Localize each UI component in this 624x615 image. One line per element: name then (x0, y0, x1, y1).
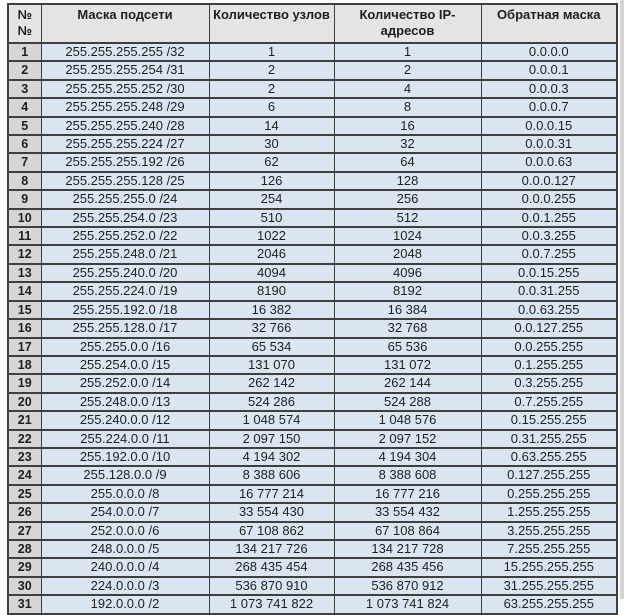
host-count-cell: 254 (209, 190, 334, 208)
subnet-mask-cell: 255.0.0.0 /8 (41, 485, 209, 503)
column-header-subnet-mask: Маска подсети (41, 4, 209, 43)
subnet-mask-cell: 255.255.192.0 /18 (41, 301, 209, 319)
host-count-cell: 33 554 430 (209, 503, 334, 521)
ip-count-cell: 268 435 456 (334, 558, 481, 576)
ip-count-cell: 64 (334, 153, 481, 171)
host-count-cell: 262 142 (209, 374, 334, 392)
row-number-cell: 16 (8, 319, 41, 337)
ip-count-cell: 1 (334, 43, 481, 61)
subnet-mask-cell: 255.240.0.0 /12 (41, 411, 209, 429)
table-row (8, 374, 617, 392)
table-row (8, 430, 617, 448)
wildcard-mask-cell: 0.0.31.255 (481, 282, 617, 300)
wildcard-mask-cell: 0.15.255.255 (481, 411, 617, 429)
row-number-cell: 4 (8, 98, 41, 116)
wildcard-mask-cell: 0.0.0.63 (481, 153, 617, 171)
host-count-cell: 30 (209, 135, 334, 153)
host-count-cell: 2 (209, 61, 334, 79)
wildcard-mask-cell: 0.0.255.255 (481, 338, 617, 356)
table-row (8, 43, 617, 61)
table-row (8, 153, 617, 171)
subnet-mask-cell: 255.255.224.0 /19 (41, 282, 209, 300)
ip-count-cell: 128 (334, 172, 481, 190)
row-number-cell: 29 (8, 558, 41, 576)
host-count-cell: 524 286 (209, 393, 334, 411)
subnet-mask-cell: 224.0.0.0 /3 (41, 577, 209, 595)
table-row (8, 80, 617, 98)
subnet-mask-cell: 240.0.0.0 /4 (41, 558, 209, 576)
wildcard-mask-cell: 0.0.1.255 (481, 209, 617, 227)
row-number-cell: 28 (8, 540, 41, 558)
row-number-cell: 23 (8, 448, 41, 466)
host-count-cell: 8190 (209, 282, 334, 300)
host-count-cell: 510 (209, 209, 334, 227)
wildcard-mask-cell: 0.0.0.31 (481, 135, 617, 153)
ip-count-cell: 67 108 864 (334, 522, 481, 540)
row-number-cell: 6 (8, 135, 41, 153)
column-header-wildcard-mask: Обратная маска (481, 4, 617, 43)
table-row (8, 466, 617, 484)
table-row (8, 61, 617, 79)
row-number-cell: 7 (8, 153, 41, 171)
subnet-mask-cell: 255.255.252.0 /22 (41, 227, 209, 245)
wildcard-mask-cell: 63.255.255.255 (481, 595, 617, 613)
ip-count-cell: 16 (334, 117, 481, 135)
table-row (8, 522, 617, 540)
wildcard-mask-cell: 0.0.3.255 (481, 227, 617, 245)
row-number-cell: 12 (8, 245, 41, 263)
ip-count-cell: 2 097 152 (334, 430, 481, 448)
table-row (8, 190, 617, 208)
host-count-cell: 1 (209, 43, 334, 61)
subnet-mask-cell: 255.255.254.0 /23 (41, 209, 209, 227)
row-number-cell: 30 (8, 577, 41, 595)
host-count-cell: 14 (209, 117, 334, 135)
subnet-mask-cell: 255.255.255.224 /27 (41, 135, 209, 153)
ip-count-cell: 512 (334, 209, 481, 227)
ip-count-cell: 1024 (334, 227, 481, 245)
row-number-cell: 20 (8, 393, 41, 411)
wildcard-mask-cell: 0.255.255.255 (481, 485, 617, 503)
row-number-cell: 8 (8, 172, 41, 190)
wildcard-mask-cell: 0.127.255.255 (481, 466, 617, 484)
host-count-cell: 134 217 726 (209, 540, 334, 558)
table-body (8, 43, 617, 614)
subnet-mask-table (7, 3, 618, 615)
ip-count-cell: 536 870 912 (334, 577, 481, 595)
table-row (8, 245, 617, 263)
column-header-number: №№ (8, 4, 41, 43)
table-row (8, 227, 617, 245)
ip-count-cell: 8 (334, 98, 481, 116)
wildcard-mask-cell: 0.3.255.255 (481, 374, 617, 392)
row-number-cell: 13 (8, 264, 41, 282)
wildcard-mask-cell: 31.255.255.255 (481, 577, 617, 595)
table-row (8, 172, 617, 190)
subnet-mask-cell: 255.255.255.254 /31 (41, 61, 209, 79)
ip-count-cell: 16 384 (334, 301, 481, 319)
table-row (8, 485, 617, 503)
subnet-mask-cell: 255.255.255.240 /28 (41, 117, 209, 135)
row-number-cell: 1 (8, 43, 41, 61)
ip-count-cell: 4 (334, 80, 481, 98)
host-count-cell: 16 777 214 (209, 485, 334, 503)
host-count-cell: 16 382 (209, 301, 334, 319)
ip-count-cell: 8 388 608 (334, 466, 481, 484)
subnet-mask-cell: 255.248.0.0 /13 (41, 393, 209, 411)
wildcard-mask-cell: 0.0.63.255 (481, 301, 617, 319)
row-number-cell: 22 (8, 430, 41, 448)
ip-count-cell: 32 (334, 135, 481, 153)
subnet-mask-cell: 255.255.255.248 /29 (41, 98, 209, 116)
ip-count-cell: 4 194 304 (334, 448, 481, 466)
wildcard-mask-cell: 0.0.0.7 (481, 98, 617, 116)
host-count-cell: 131 070 (209, 356, 334, 374)
row-number-cell: 17 (8, 338, 41, 356)
subnet-mask-cell: 255.255.255.252 /30 (41, 80, 209, 98)
table-row (8, 558, 617, 576)
subnet-mask-cell: 255.254.0.0 /15 (41, 356, 209, 374)
wildcard-mask-cell: 0.0.0.1 (481, 61, 617, 79)
row-number-cell: 9 (8, 190, 41, 208)
ip-count-cell: 65 536 (334, 338, 481, 356)
ip-count-cell: 256 (334, 190, 481, 208)
table-row (8, 264, 617, 282)
subnet-mask-cell: 255.255.255.128 /25 (41, 172, 209, 190)
wildcard-mask-cell: 0.0.127.255 (481, 319, 617, 337)
row-number-cell: 25 (8, 485, 41, 503)
ip-count-cell: 4096 (334, 264, 481, 282)
table-row (8, 98, 617, 116)
host-count-cell: 2 (209, 80, 334, 98)
wildcard-mask-cell: 0.0.15.255 (481, 264, 617, 282)
header-row (8, 4, 617, 43)
host-count-cell: 1 048 574 (209, 411, 334, 429)
host-count-cell: 4094 (209, 264, 334, 282)
table-row (8, 282, 617, 300)
wildcard-mask-cell: 0.0.0.0 (481, 43, 617, 61)
wildcard-mask-cell: 0.0.0.15 (481, 117, 617, 135)
wildcard-mask-cell: 0.63.255.255 (481, 448, 617, 466)
ip-count-cell: 33 554 432 (334, 503, 481, 521)
column-header-host-count: Количество узлов (209, 4, 334, 43)
host-count-cell: 126 (209, 172, 334, 190)
host-count-cell: 1022 (209, 227, 334, 245)
host-count-cell: 2 097 150 (209, 430, 334, 448)
host-count-cell: 62 (209, 153, 334, 171)
host-count-cell: 4 194 302 (209, 448, 334, 466)
row-number-cell: 10 (8, 209, 41, 227)
table-row (8, 117, 617, 135)
table-row (8, 540, 617, 558)
table-row (8, 411, 617, 429)
row-number-cell: 3 (8, 80, 41, 98)
table-row (8, 301, 617, 319)
host-count-cell: 1 073 741 822 (209, 595, 334, 613)
table-row (8, 595, 617, 613)
row-number-cell: 27 (8, 522, 41, 540)
host-count-cell: 8 388 606 (209, 466, 334, 484)
ip-count-cell: 524 288 (334, 393, 481, 411)
subnet-mask-cell: 255.224.0.0 /11 (41, 430, 209, 448)
wildcard-mask-cell: 0.0.7.255 (481, 245, 617, 263)
subnet-mask-cell: 255.255.128.0 /17 (41, 319, 209, 337)
table-row (8, 209, 617, 227)
wildcard-mask-cell: 0.1.255.255 (481, 356, 617, 374)
host-count-cell: 32 766 (209, 319, 334, 337)
wildcard-mask-cell: 7.255.255.255 (481, 540, 617, 558)
wildcard-mask-cell: 0.0.0.3 (481, 80, 617, 98)
table-row (8, 448, 617, 466)
ip-count-cell: 262 144 (334, 374, 481, 392)
table-row (8, 338, 617, 356)
subnet-mask-cell: 254.0.0.0 /7 (41, 503, 209, 521)
wildcard-mask-cell: 0.31.255.255 (481, 430, 617, 448)
subnet-mask-cell: 255.255.255.255 /32 (41, 43, 209, 61)
table-row (8, 393, 617, 411)
ip-count-cell: 1 073 741 824 (334, 595, 481, 613)
subnet-mask-cell: 255.255.0.0 /16 (41, 338, 209, 356)
row-number-cell: 15 (8, 301, 41, 319)
subnet-mask-cell: 255.255.240.0 /20 (41, 264, 209, 282)
host-count-cell: 6 (209, 98, 334, 116)
subnet-mask-cell: 252.0.0.0 /6 (41, 522, 209, 540)
ip-count-cell: 134 217 728 (334, 540, 481, 558)
host-count-cell: 67 108 862 (209, 522, 334, 540)
host-count-cell: 2046 (209, 245, 334, 263)
row-number-cell: 5 (8, 117, 41, 135)
table-row (8, 319, 617, 337)
wildcard-mask-cell: 0.7.255.255 (481, 393, 617, 411)
subnet-mask-cell: 192.0.0.0 /2 (41, 595, 209, 613)
ip-count-cell: 32 768 (334, 319, 481, 337)
wildcard-mask-cell: 0.0.0.127 (481, 172, 617, 190)
subnet-mask-cell: 255.255.255.192 /26 (41, 153, 209, 171)
subnet-mask-cell: 255.255.255.0 /24 (41, 190, 209, 208)
row-number-cell: 31 (8, 595, 41, 613)
table-row (8, 356, 617, 374)
ip-count-cell: 1 048 576 (334, 411, 481, 429)
wildcard-mask-cell: 15.255.255.255 (481, 558, 617, 576)
host-count-cell: 65 534 (209, 338, 334, 356)
subnet-mask-cell: 255.252.0.0 /14 (41, 374, 209, 392)
table-row (8, 135, 617, 153)
ip-count-cell: 8192 (334, 282, 481, 300)
column-header-ip-count: Количество IP-адресов (334, 4, 481, 43)
subnet-mask-cell: 255.128.0.0 /9 (41, 466, 209, 484)
row-number-cell: 14 (8, 282, 41, 300)
screen-right-edge-strip (620, 0, 624, 599)
wildcard-mask-cell: 1.255.255.255 (481, 503, 617, 521)
wildcard-mask-cell: 3.255.255.255 (481, 522, 617, 540)
ip-count-cell: 2048 (334, 245, 481, 263)
host-count-cell: 268 435 454 (209, 558, 334, 576)
row-number-cell: 18 (8, 356, 41, 374)
host-count-cell: 536 870 910 (209, 577, 334, 595)
table-row (8, 503, 617, 521)
wildcard-mask-cell: 0.0.0.255 (481, 190, 617, 208)
row-number-cell: 2 (8, 61, 41, 79)
subnet-mask-cell: 248.0.0.0 /5 (41, 540, 209, 558)
row-number-cell: 21 (8, 411, 41, 429)
ip-count-cell: 131 072 (334, 356, 481, 374)
subnet-mask-cell: 255.255.248.0 /21 (41, 245, 209, 263)
ip-count-cell: 2 (334, 61, 481, 79)
subnet-mask-cell: 255.192.0.0 /10 (41, 448, 209, 466)
ip-count-cell: 16 777 216 (334, 485, 481, 503)
row-number-cell: 19 (8, 374, 41, 392)
row-number-cell: 24 (8, 466, 41, 484)
table-row (8, 577, 617, 595)
row-number-cell: 26 (8, 503, 41, 521)
row-number-cell: 11 (8, 227, 41, 245)
